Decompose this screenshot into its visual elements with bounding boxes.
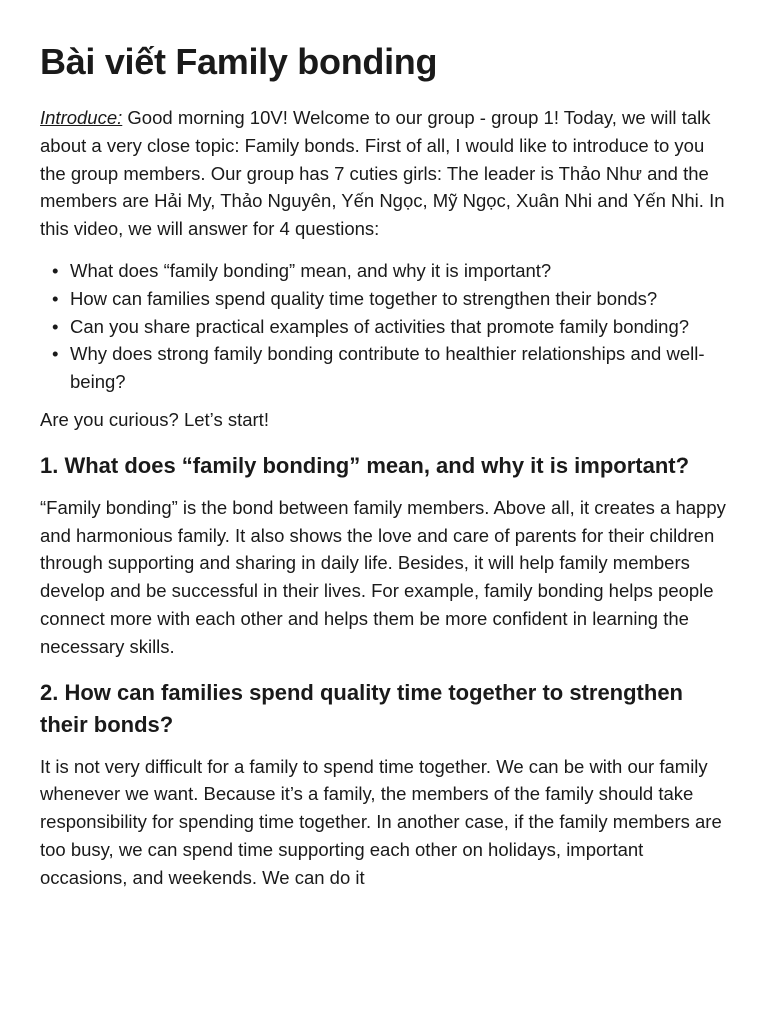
page-title: Bài viết Family bonding: [40, 41, 438, 82]
intro-paragraph: [40, 104, 732, 243]
list-item: [40, 285, 732, 313]
bullet-icon: •: [52, 259, 59, 281]
section-body: It is not very difficult for a family to spend time together. We can be with our family whenever we want. Because it’s a family, the members of the family should take responsibility for spending time together. In another case, if the family members are too busy, we can spend time supporting each other on holidays, important occasions, and weekends. We can do it: [40, 755, 722, 888]
list-item: [40, 257, 732, 285]
questions-list: [40, 257, 732, 396]
question-text: What does “family bonding” mean, and why it is important?: [70, 259, 552, 281]
list-item: [40, 313, 732, 341]
bullet-icon: •: [52, 287, 59, 309]
intro-text: Good morning 10V! Welcome to our group - group 1! Today, we will talk about a very close topic: Family bonds. First of all, I would like to introduce to you the group members. Our group has 7 cuties girls: The leader is Thảo Như and the members are Hải My, Thảo Nguyên, Yến Ngọc, Mỹ Ngọc, Xuân Nhi and Yến Nhi. In this video, we will answer for 4 questions:: [40, 107, 725, 240]
intro-label: Introduce:: [40, 107, 123, 128]
question-text: How can families spend quality time together to strengthen their bonds?: [70, 287, 658, 309]
bullet-icon: •: [52, 343, 59, 365]
list-item: [40, 340, 732, 396]
section-body: “Family bonding” is the bond between family members. Above all, it creates a happy and harmonious family. It also shows the love and care of parents for their children through supporting and sharing in daily life. Besides, it will help family members develop and be successful in their lives. For example, family bonding helps people connect more with each other and helps them be more confident in learning the necessary skills.: [40, 496, 726, 657]
section-heading: 1. What does “family bonding” mean, and why it is important?: [40, 452, 690, 478]
question-text: Can you share practical examples of activities that promote family bonding?: [70, 315, 690, 337]
section-heading: 2. How can families spend quality time together to strengthen their bonds?: [40, 679, 683, 737]
question-text: Why does strong family bonding contribute to healthier relationships and well-being?: [70, 343, 705, 393]
closing-line: Are you curious? Let’s start!: [40, 408, 269, 430]
bullet-icon: •: [52, 315, 59, 337]
